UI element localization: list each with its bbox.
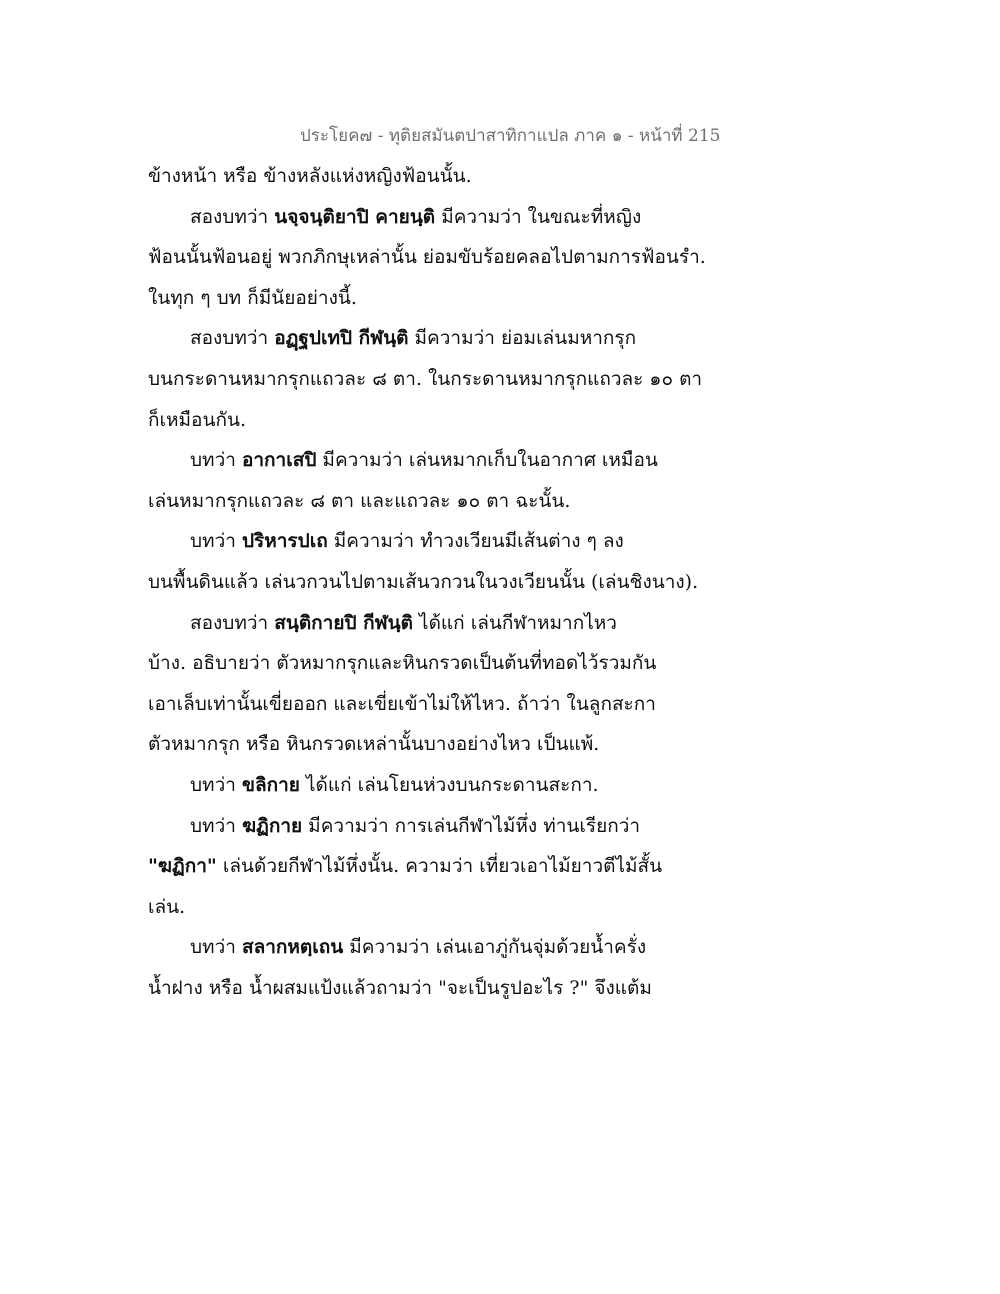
text-span: สองบทว่า — [190, 205, 275, 228]
text-span: ตัวหมากรุก หรือ หินกรวดเหล่านั้นบางอย่างไหว เป็นแพ้. — [148, 733, 600, 756]
text-span: บนกระดานหมากรุกแถวละ ๘ ตา. ในกระดานหมากรุกแถวละ ๑๐ ตา — [148, 367, 703, 390]
text-line — [148, 684, 748, 725]
bold-term: ฆฏิกาย — [241, 814, 303, 837]
text-span: สองบทว่า — [190, 611, 275, 634]
text-line — [148, 765, 748, 806]
text-line — [148, 806, 748, 847]
document-body — [148, 156, 748, 1008]
text-span: เล่นหมากรุกแถวละ ๘ ตา และแถวละ ๑๐ ตา ฉะนั้น. — [148, 489, 571, 512]
bold-term: อากาเสปิ — [241, 449, 317, 472]
text-line — [148, 968, 748, 1009]
text-line — [148, 927, 748, 968]
page-header: ประโยค๗ - ทุติยสมันตปาสาทิกาแปล ภาค ๑ - หน้าที่ 215 — [300, 126, 721, 146]
text-span: ได้แก่ เล่นกีฬาหมากไหว — [412, 611, 617, 634]
text-span: มีความว่า ทำวงเวียนมีเส้นต่าง ๆ ลง — [327, 530, 624, 553]
text-line — [148, 318, 748, 359]
bold-term: ขลิกาย — [241, 773, 300, 796]
text-line — [148, 237, 748, 278]
text-line — [148, 359, 748, 400]
text-span: ข้างหน้า หรือ ข้างหลังแห่งหญิงฟ้อนนั้น. — [148, 165, 472, 187]
text-span: บนพื้นดินแล้ว เล่นวกวนไปตามเส้นวกวนในวงเวียนนั้น (เล่นชิงนาง). — [148, 570, 699, 593]
text-line — [148, 521, 748, 562]
bold-term: ปริหารปเถ — [241, 530, 328, 553]
text-span: มีความว่า ในขณะที่หญิง — [435, 205, 642, 228]
text-line — [148, 156, 748, 197]
text-line — [148, 846, 748, 887]
text-line — [148, 603, 748, 644]
text-span: ได้แก่ เล่นโยนห่วงบนกระดานสะกา. — [299, 773, 599, 796]
text-span: บ้าง. อธิบายว่า ตัวหมากรุกและหินกรวดเป็นต้นที่ทอดไว้รวมกัน — [148, 652, 657, 675]
text-line — [148, 481, 748, 522]
bold-term: สนฺติกายปิ กีฬนฺติ — [274, 611, 413, 634]
text-line — [148, 643, 748, 684]
text-span: เล่น. — [148, 895, 186, 918]
text-line — [148, 887, 748, 928]
text-span: บทว่า — [190, 530, 242, 553]
text-line — [148, 724, 748, 765]
text-line — [148, 440, 748, 481]
text-span: บทว่า — [190, 773, 242, 796]
text-span: มีความว่า เล่นเอาภู่กันจุ่มด้วยน้ำครั่ง — [343, 936, 647, 959]
text-span: น้ำฝาง หรือ น้ำผสมแป้งแล้วถามว่า "จะเป็นรูปอะไร ?" จึงแต้ม — [148, 976, 652, 999]
bold-term: "ฆฏิกา" — [148, 855, 217, 878]
text-span: บทว่า — [190, 814, 242, 837]
text-span: เอาเล็บเท่านั้นเขี่ยออก และเขี่ยเข้าไม่ให้ไหว. ถ้าว่า ในลูกสะกา — [148, 692, 656, 715]
text-line — [148, 278, 748, 319]
text-span: มีความว่า การเล่นกีฬาไม้หึ่ง ท่านเรียกว่า — [302, 814, 641, 837]
text-line — [148, 197, 748, 238]
text-span: ก็เหมือนกัน. — [148, 408, 246, 431]
bold-term: สลากหตฺเถน — [241, 936, 344, 959]
bold-term: อฏฺฐปเทปิ กีฬนฺติ — [274, 327, 409, 350]
bold-term: นจฺจนฺติยาปิ คายนฺติ — [274, 205, 436, 228]
text-span: เล่นด้วยกีฬาไม้หึ่งนั้น. ความว่า เที่ยวเอาไม้ยาวตีไม้สั้น — [216, 855, 663, 878]
text-span: ในทุก ๆ บท ก็มีนัยอย่างนี้. — [148, 286, 357, 309]
text-span: สองบทว่า — [190, 327, 275, 350]
text-span: มีความว่า ย่อมเล่นมหากรุก — [408, 327, 637, 350]
text-span: บทว่า — [190, 449, 242, 472]
text-span: ฟ้อนนั้นฟ้อนอยู่ พวกภิกษุเหล่านั้น ย่อมขับร้อยคลอไปตามการฟ้อนรำ. — [148, 246, 706, 269]
text-span: มีความว่า เล่นหมากเก็บในอากาศ เหมือน — [316, 449, 658, 472]
text-line — [148, 400, 748, 441]
text-span: บทว่า — [190, 936, 242, 959]
text-line — [148, 562, 748, 603]
